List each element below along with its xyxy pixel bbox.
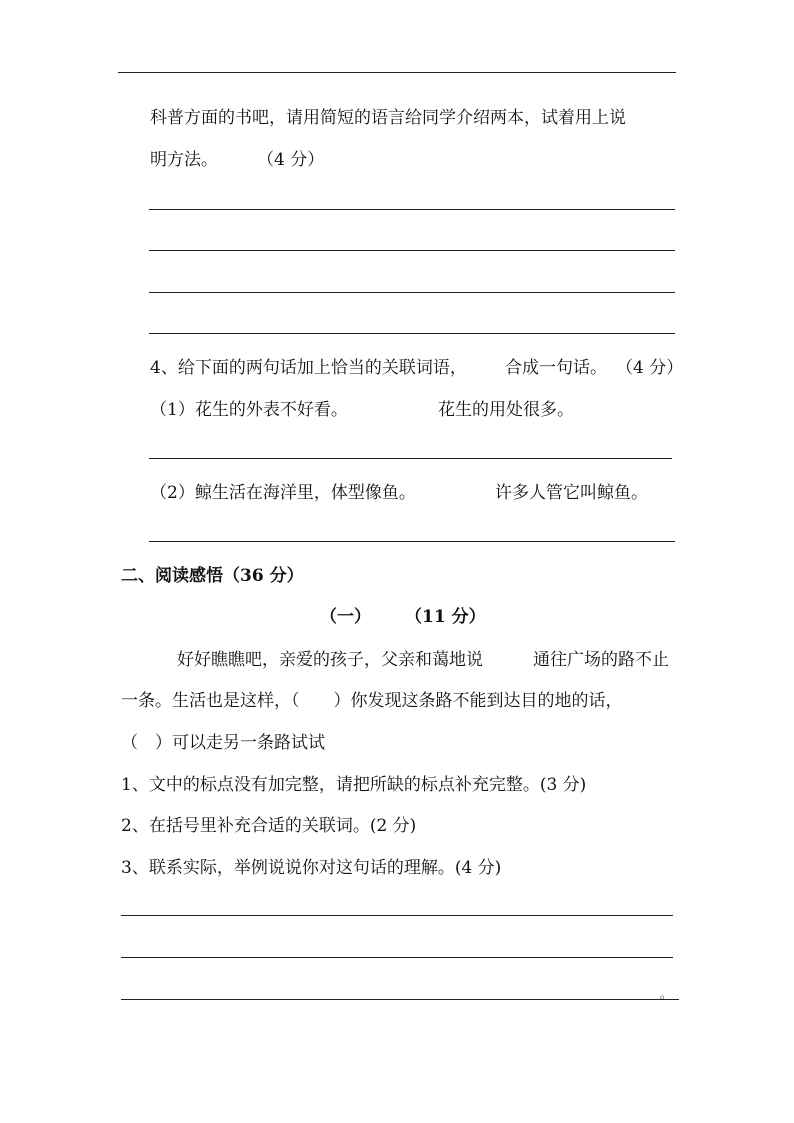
q4-prompt-2: 合成一句话。 bbox=[505, 358, 607, 378]
q4-prompt: 4、给下面的两句话加上恰当的关联词语， bbox=[150, 358, 467, 378]
q4-score: （4 分） bbox=[616, 358, 684, 378]
passage-line1b: 通往广场的路不止 bbox=[533, 650, 669, 670]
question-1: 1、文中的标点没有加完整，请把所缺的标点补充完整。(3 分) bbox=[121, 775, 587, 795]
q3-text-line2: 明方法。 bbox=[150, 150, 218, 170]
passage-line3: （ ）可以走另一条路试试 bbox=[121, 733, 325, 753]
answer-line bbox=[149, 292, 675, 293]
header-rule bbox=[118, 72, 676, 73]
q3-text-line1: 科普方面的书吧，请用简短的语言给同学介绍两本，试着用上说 bbox=[150, 108, 626, 128]
q4-sentence-2a: （2）鲸生活在海洋里，体型像鱼。 bbox=[150, 483, 416, 503]
passage-line2: 一条。生活也是这样，（ ）你发现这条路不能到达目的地的话， bbox=[121, 691, 623, 711]
question-2: 2、在括号里补充合适的关联词。(2 分) bbox=[121, 816, 417, 836]
answer-line bbox=[149, 250, 675, 251]
part-score: （11 分） bbox=[405, 607, 486, 627]
q4-sentence-1b: 花生的用处很多。 bbox=[438, 400, 574, 420]
question-3: 3、联系实际，举例说说你对这句话的理解。(4 分) bbox=[121, 858, 502, 878]
part-heading: （一） bbox=[320, 607, 371, 627]
answer-line bbox=[149, 209, 675, 210]
answer-line bbox=[121, 915, 673, 916]
answer-line bbox=[121, 999, 679, 1000]
q4-sentence-1a: （1）花生的外表不好看。 bbox=[150, 400, 348, 420]
answer-line bbox=[149, 458, 672, 459]
q3-score: （4 分） bbox=[257, 150, 325, 170]
section-title: 二、阅读感悟（36 分） bbox=[121, 566, 304, 586]
end-mark: 。 bbox=[660, 987, 673, 1001]
answer-line bbox=[149, 541, 675, 542]
passage-line1a: 好好瞧瞧吧，亲爱的孩子，父亲和蔼地说 bbox=[177, 650, 483, 670]
q4-sentence-2b: 许多人管它叫鲸鱼。 bbox=[495, 483, 648, 503]
answer-line bbox=[149, 333, 675, 334]
answer-line bbox=[121, 957, 673, 958]
